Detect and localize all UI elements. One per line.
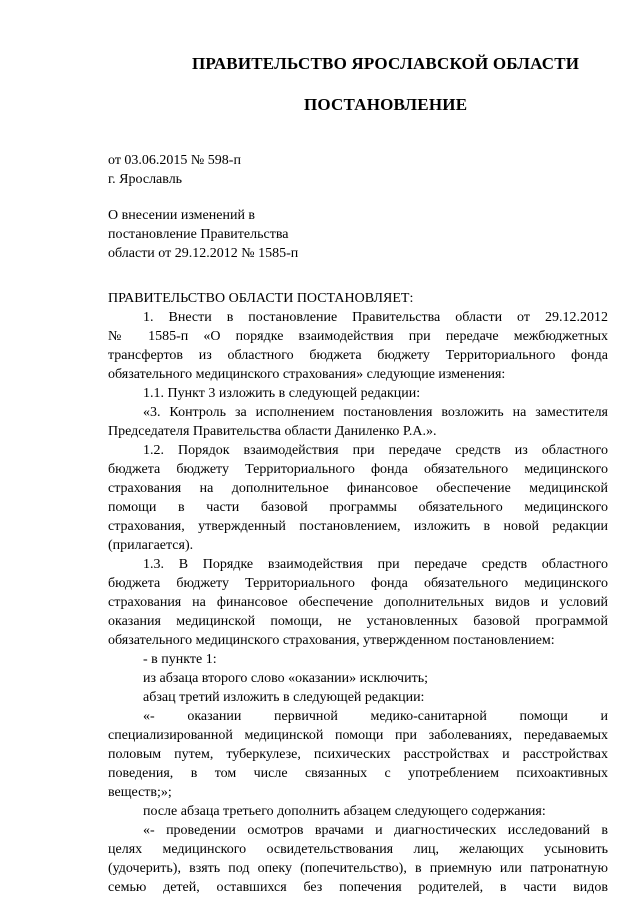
subject-line: постановление Правительства <box>108 227 289 242</box>
body-line: помощи в части базовой программы обязательного медицинского <box>108 500 608 515</box>
body-line: страхования на дополнительное финансовое обеспечение медицинской <box>108 481 608 496</box>
preamble: ПРАВИТЕЛЬСТВО ОБЛАСТИ ПОСТАНОВЛЯЕТ: <box>108 291 414 306</box>
body-line: веществ;»; <box>108 785 172 800</box>
body-line: специализированной медицинской помощи при заболеваниях, передаваемых <box>108 728 608 743</box>
body-line: «- проведении осмотров врачами и диагностических исследований в <box>143 823 608 838</box>
body-line: страхования на финансовое обеспечение дополнительных видов и условий <box>108 595 608 610</box>
body-line: семью детей, оставшихся без попечения родителей, в части видов <box>108 880 608 895</box>
city: г. Ярославль <box>108 172 183 187</box>
body-line: поведения, в том числе связанных с употреблением психоактивных <box>108 766 608 781</box>
document-type-heading: ПОСТАНОВЛЕНИЕ <box>304 95 468 114</box>
subject-line: О внесении изменений в <box>108 208 256 223</box>
body-line: обязательного медицинского страхования» следующие изменения: <box>108 367 506 382</box>
date-number: от 03.06.2015 № 598-п <box>108 153 241 168</box>
body-line: абзац третий изложить в следующей редакции: <box>143 690 425 705</box>
body-line: страхования, утвержденный постановлением, изложить в новой редакции <box>108 519 608 534</box>
authority-heading: ПРАВИТЕЛЬСТВО ЯРОСЛАВСКОЙ ОБЛАСТИ <box>192 54 580 73</box>
body-line: № 1585-п «О порядке взаимодействия при передаче межбюджетных <box>108 329 608 344</box>
body-line: (прилагается). <box>108 538 194 553</box>
body-line: из абзаца второго слово «оказании» исключить; <box>143 671 428 686</box>
body-line: половым путем, туберкулезе, психических расстройствах и расстройствах <box>108 747 608 762</box>
body-line: «- оказании первичной медико-санитарной помощи и <box>143 709 608 724</box>
body-line: оказания медицинской помощи, не установленных базовой программой <box>108 614 608 629</box>
subject-line: области от 29.12.2012 № 1585-п <box>108 246 299 261</box>
body-line: 1.2. Порядок взаимодействия при передаче средств из областного <box>143 443 608 458</box>
body-line: после абзаца третьего дополнить абзацем следующего содержания: <box>143 804 546 819</box>
body-line: бюджета бюджету Территориального фонда обязательного медицинского <box>108 462 608 477</box>
body-line: 1. Внести в постановление Правительства области от 29.12.2012 <box>143 310 608 325</box>
body-line: (удочерить), взять под опеку (попечительство), в приемную или патронатную <box>108 861 608 876</box>
body-line: 1.3. В Порядке взаимодействия при передаче средств областного <box>143 557 608 572</box>
body-line: - в пункте 1: <box>143 652 217 667</box>
body-line: обязательного медицинского страхования, утвержденном постановлением: <box>108 633 555 648</box>
body-line: 1.1. Пункт 3 изложить в следующей редакции: <box>143 386 421 401</box>
body-line: «3. Контроль за исполнением постановления возложить на заместителя <box>143 405 608 420</box>
body-line: бюджета бюджету Территориального фонда обязательного медицинского <box>108 576 608 591</box>
body-line: трансфертов из областного бюджета бюджету Территориального фонда <box>108 348 608 363</box>
body-line: целях медицинского освидетельствования лиц, желающих усыновить <box>108 842 608 857</box>
body-line: Председателя Правительства области Даниленко Р.А.». <box>108 424 437 439</box>
